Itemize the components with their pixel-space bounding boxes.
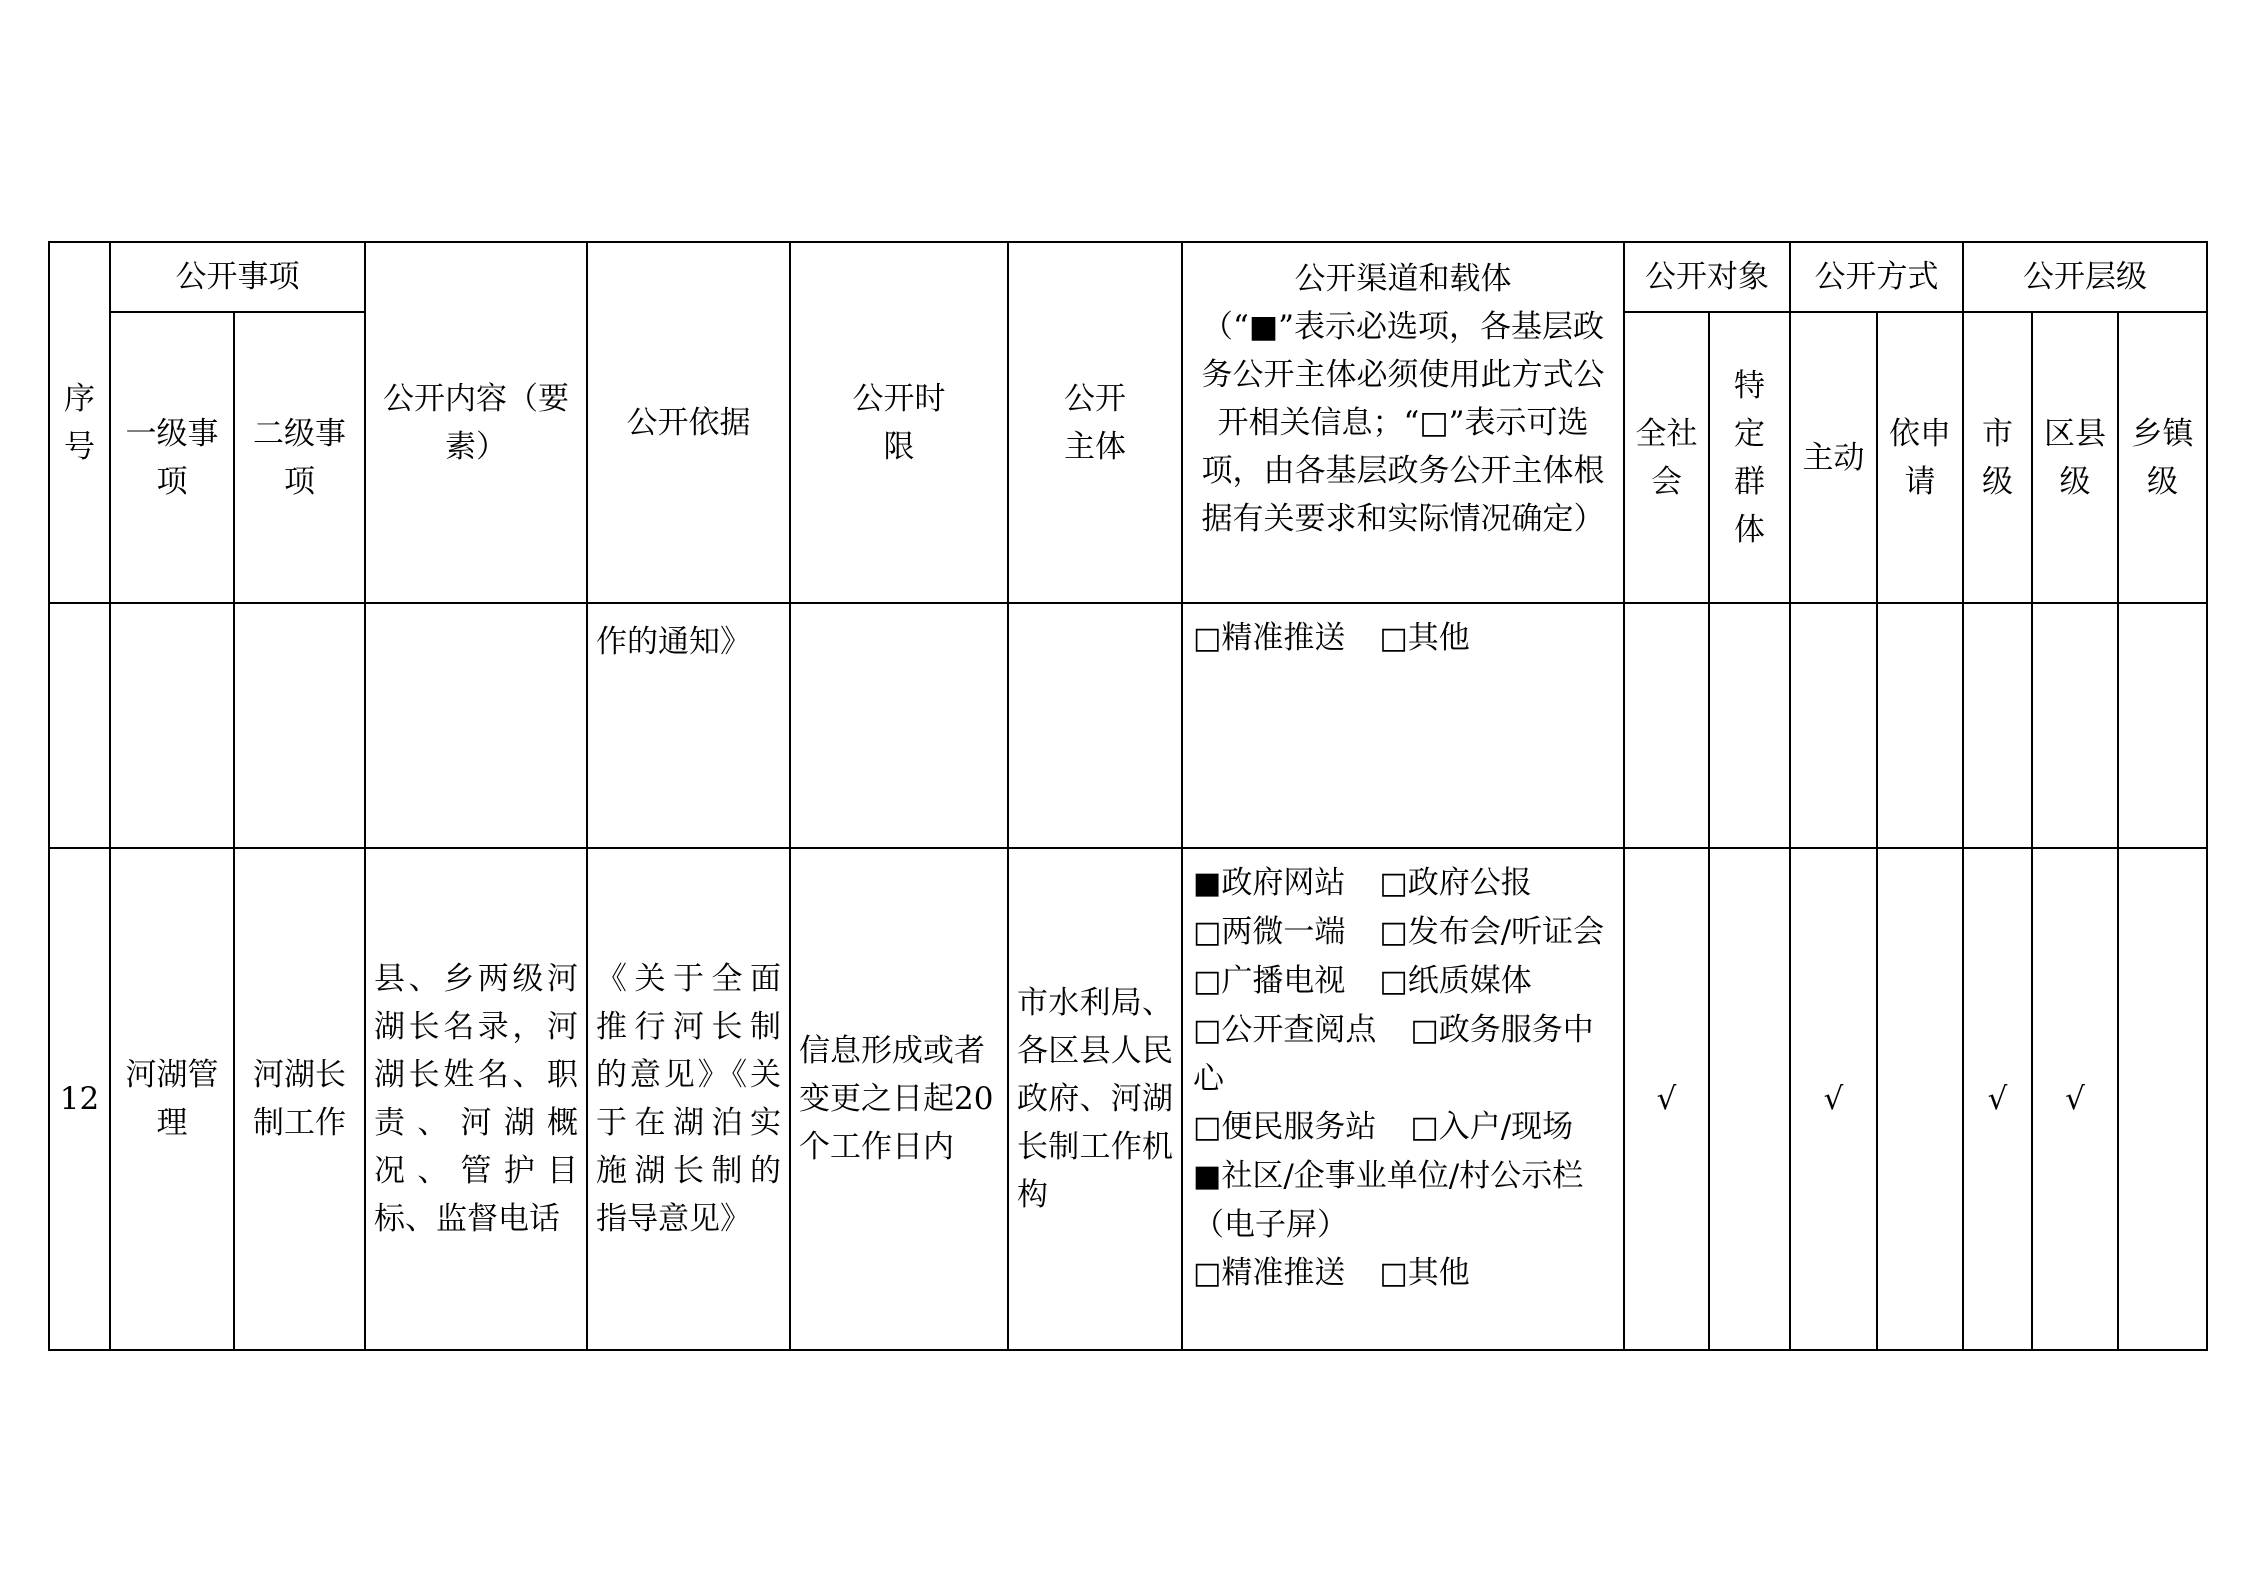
cell-level-city: √ — [1963, 848, 2032, 1350]
cell-method-apply — [1877, 603, 1963, 848]
header-level1: 一级事项 — [110, 312, 234, 603]
header-subject: 公开主体 — [1008, 242, 1182, 603]
header-target-specific: 特定群体 — [1709, 312, 1790, 603]
disclosure-table — [48, 241, 2208, 1351]
cell-level-county: √ — [2032, 848, 2118, 1350]
header-content: 公开内容（要素） — [365, 242, 587, 603]
cell-time-limit: 信息形成或者变更之日起20个工作日内 — [790, 848, 1008, 1350]
channel-line — [1193, 1103, 1613, 1152]
channel-line — [1193, 859, 1613, 908]
channel-label: 精准推送 — [1221, 1255, 1346, 1291]
cell-level-city — [1963, 603, 2032, 848]
header-basis: 公开依据 — [587, 242, 790, 603]
channel-label: 社区/企事业单位/村公示栏（电子屏） — [1193, 1158, 1584, 1243]
table-row — [49, 603, 2207, 848]
cell-time-limit — [790, 603, 1008, 848]
channel-line — [1193, 1152, 1613, 1249]
cell-method-active — [1790, 603, 1877, 848]
cell-level1: 河湖管理 — [110, 848, 234, 1350]
header-seq — [49, 242, 110, 603]
cell-method-apply — [1877, 848, 1963, 1350]
checkbox-icon: □ — [1193, 964, 1222, 999]
cell-content — [365, 603, 587, 848]
cell-level-county — [2032, 603, 2118, 848]
cell-basis: 《关于全面推行河长制的意见》《关于在湖泊实施湖长制的指导意见》 — [587, 848, 790, 1350]
channel-item — [1379, 614, 1469, 663]
cell-content: 县、乡两级河湖长名录，河湖长姓名、职责、河湖概况、管护目标、监督电话 — [365, 848, 587, 1350]
header-channels-title: 公开渠道和载体 — [1294, 261, 1512, 297]
cell-level1 — [110, 603, 234, 848]
channel-label: 政府网站 — [1221, 865, 1346, 901]
header-level-county: 区县级 — [2032, 312, 2118, 603]
checkbox-icon: □ — [1379, 964, 1408, 999]
channel-item — [1193, 1249, 1345, 1298]
channel-line — [1193, 614, 1613, 663]
channel-item — [1379, 1249, 1469, 1298]
table-row — [49, 848, 2207, 1350]
channel-item — [1379, 859, 1531, 908]
checkbox-icon: ■ — [1193, 1159, 1222, 1194]
cell-basis: 作的通知》 — [587, 603, 790, 848]
header-level-city: 市级 — [1963, 312, 2032, 603]
header-target-group: 公开对象 — [1624, 242, 1790, 312]
cell-level2: 河湖长制工作 — [234, 848, 365, 1350]
channel-label: 便民服务站 — [1221, 1109, 1377, 1145]
channel-item — [1193, 1103, 1376, 1152]
checkbox-icon: □ — [1410, 1110, 1439, 1145]
header-matters-group: 公开事项 — [110, 242, 365, 312]
checkbox-icon: □ — [1379, 621, 1408, 656]
header-method-apply: 依申请 — [1877, 312, 1963, 603]
header-row-1 — [49, 242, 2207, 312]
checkbox-icon: ■ — [1193, 866, 1222, 901]
channel-label: 纸质媒体 — [1407, 963, 1532, 999]
channel-line — [1193, 957, 1613, 1006]
channel-label: 其他 — [1407, 620, 1470, 656]
header-time-limit: 公开时限 — [790, 242, 1008, 603]
cell-target-specific — [1709, 848, 1790, 1350]
channel-item — [1193, 908, 1345, 957]
channel-line — [1193, 908, 1613, 957]
cell-method-active: √ — [1790, 848, 1877, 1350]
header-channels — [1182, 242, 1624, 603]
checkbox-icon: □ — [1193, 1013, 1222, 1048]
channel-item — [1193, 1158, 1583, 1243]
channel-item — [1410, 1103, 1573, 1152]
header-target-all: 全社会 — [1624, 312, 1709, 603]
checkbox-icon: □ — [1410, 1013, 1439, 1048]
channel-label: 发布会/听证会 — [1407, 914, 1605, 950]
cell-level-town — [2118, 603, 2207, 848]
checkbox-icon: □ — [1193, 1256, 1222, 1291]
checkbox-icon: □ — [1193, 915, 1222, 950]
checkbox-icon: □ — [1193, 621, 1222, 656]
channel-label: 政府公报 — [1407, 865, 1532, 901]
checkbox-icon: □ — [1379, 866, 1408, 901]
channel-label: 公开查阅点 — [1221, 1012, 1377, 1048]
channel-label: 精准推送 — [1221, 620, 1346, 656]
channel-label: 政务服务中心 — [1193, 1012, 1594, 1097]
cell-subject — [1008, 603, 1182, 848]
checkbox-icon: □ — [1193, 1110, 1222, 1145]
header-method-group: 公开方式 — [1790, 242, 1963, 312]
channel-line — [1193, 1249, 1613, 1298]
channel-line — [1193, 1006, 1613, 1103]
channel-item — [1193, 1006, 1376, 1055]
checkbox-icon: □ — [1379, 915, 1408, 950]
channel-item — [1379, 914, 1604, 950]
cell-channels — [1182, 848, 1624, 1350]
checkbox-icon: □ — [1379, 1256, 1408, 1291]
header-level2: 二级事项 — [234, 312, 365, 603]
channel-item — [1379, 957, 1531, 1006]
header-level-town: 乡镇级 — [2118, 312, 2207, 603]
cell-target-all: √ — [1624, 848, 1709, 1350]
cell-target-all — [1624, 603, 1709, 848]
cell-subject: 市水利局、各区县人民政府、河湖长制工作机构 — [1008, 848, 1182, 1350]
cell-seq: 12 — [49, 848, 110, 1350]
header-method-active: 主动 — [1790, 312, 1877, 603]
cell-target-specific — [1709, 603, 1790, 848]
channel-item — [1193, 859, 1345, 908]
header-level-group: 公开层级 — [1963, 242, 2207, 312]
header-channels-note: （“■”表示必选项，各基层政务公开主体必须使用此方式公开相关信息；“□”表示可选项，由各基层政务公开主体根据有关要求和实际情况确定） — [1201, 309, 1605, 537]
cell-level-town — [2118, 848, 2207, 1350]
channel-label: 入户/现场 — [1438, 1109, 1574, 1145]
cell-level2 — [234, 603, 365, 848]
channel-item — [1193, 957, 1345, 1006]
cell-seq — [49, 603, 110, 848]
channel-label: 两微一端 — [1221, 914, 1346, 950]
channel-item — [1193, 614, 1345, 663]
header-seq-label: 序号 — [64, 380, 95, 465]
channel-label: 其他 — [1407, 1255, 1470, 1291]
cell-channels — [1182, 603, 1624, 848]
channel-label: 广播电视 — [1221, 963, 1346, 999]
